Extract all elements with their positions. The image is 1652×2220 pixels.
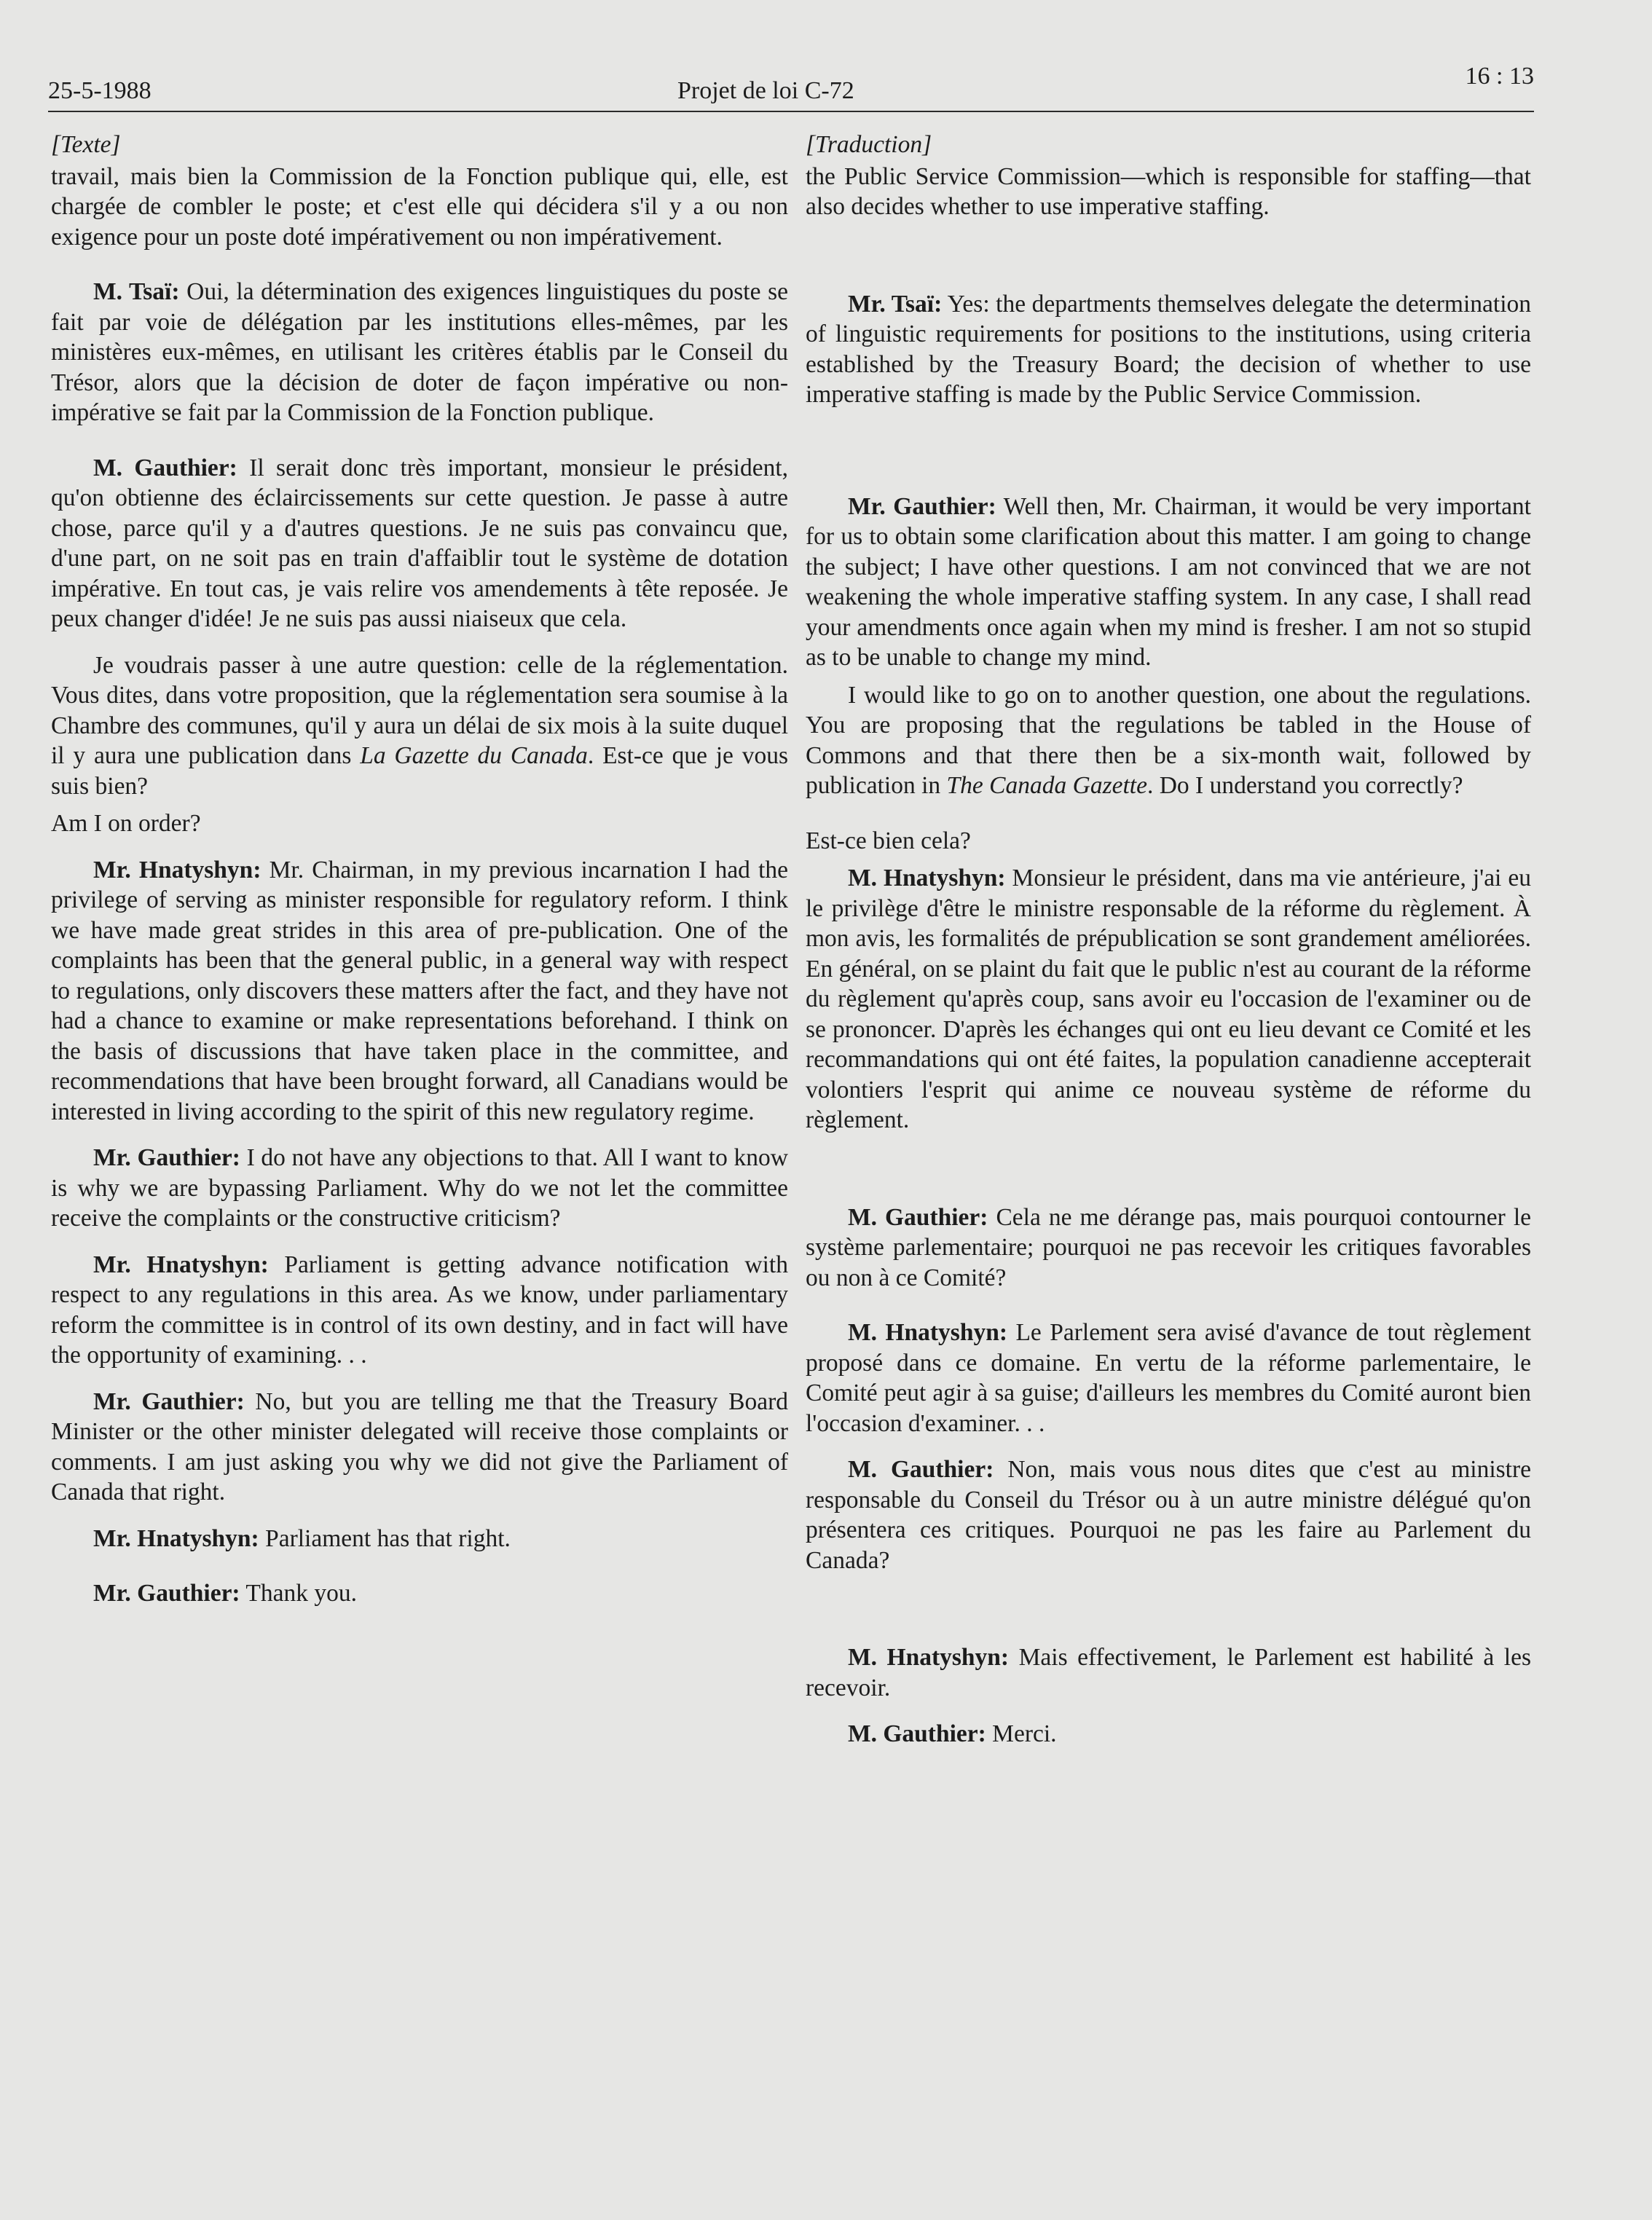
- speech-text: Il serait donc très important, monsieur le président, qu'on obtienne des éclaircissements sur cette question. Je passe à autre chose, parce qu'il y a d'autres questions. Je ne suis pas convaincu que, d'une part, on ne soit pas en train d'affaiblir tout le système de dotation impérative. En tout cas, je vais relire vos amendements à tête reposée. Je peux changer d'idée! Je ne suis pas aussi niaiseux que cela.: [51, 454, 789, 632]
- speaker-name: Mr. Hnatyshyn:: [93, 1524, 259, 1552]
- page-header: [48, 63, 1534, 112]
- speaker-name: M. Gauthier:: [848, 1720, 986, 1747]
- speaker-name: M. Hnatyshyn:: [848, 1319, 1007, 1346]
- speech: [806, 492, 1531, 673]
- speech-text: Merci.: [986, 1720, 1057, 1747]
- header-title: Projet de loi C-72: [677, 77, 854, 104]
- speaker-name: M. Gauthier:: [848, 1203, 988, 1231]
- speaker-name: M. Tsaï:: [93, 278, 180, 305]
- speaker-name: Mr. Tsaï:: [848, 290, 943, 318]
- speech: [806, 1719, 1531, 1749]
- publication-title: La Gazette du Canada: [360, 742, 588, 769]
- speech-text: Non, mais vous nous dites que c'est au ministre responsable du Conseil du Trésor ou à un autre ministre délégué qu'on présentera ces critiques. Pourquoi ne pas les faire au Parlement du Canada?: [806, 1456, 1531, 1574]
- paragraph: the Public Service Commission—which is responsible for staffing—that also decides whether to use imperative staffing.: [806, 162, 1531, 220]
- speech: [51, 453, 788, 634]
- speaker-name: Mr. Gauthier:: [93, 1144, 240, 1171]
- publication-title: The Canada Gazette: [946, 772, 1147, 799]
- speech: [806, 1455, 1531, 1575]
- speech: [806, 1202, 1531, 1294]
- paragraph: Je voudrais passer à une autre question: celle de la réglementation. Vous dites, dans votre proposition, que la réglementation sera soumise à la Chambre des communes, qu'il y aura un délai de six mois à la suite duquel il y aura une publication dans La Gazette du Canada. Est-ce que je vous suis bien?: [51, 651, 788, 800]
- speech: [806, 1642, 1531, 1703]
- speech-text: Mais effectivement, le Parlement est habilité à les recevoir.: [806, 1644, 1531, 1701]
- speaker-name: M. Gauthier:: [93, 454, 237, 481]
- speech-text: Thank you.: [240, 1580, 357, 1607]
- paragraph: travail, mais bien la Commission de la Fonction publique qui, elle, est chargée de combler le poste; et c'est elle qui décidera s'il y a ou non exigence pour un poste doté impérativement ou non impérativement.: [51, 162, 788, 251]
- speech-text: I do not have any objections to that. All I want to know is why we are bypassing Parliament. Why do we not let the committee receive the complaints or the constructive criticism?: [51, 1144, 788, 1232]
- speech: [51, 1250, 788, 1371]
- speech: [51, 1387, 788, 1508]
- header-page-number: 16 : 13: [1465, 63, 1534, 90]
- speech-text: Oui, la détermination des exigences linguistiques du poste se fait par voie de délégation par les institutions elles-mêmes, par les ministères eux-mêmes, en utilisant les critères établis par le Conseil du Trésor, alors que la décision de doter de façon impérative ou non-impérative se fait par la Commission de la Fonction publique.: [51, 278, 788, 426]
- speech-text: Parliament has that right.: [259, 1524, 511, 1552]
- paragraph: I would like to go on to another question, one about the regulations. You are proposing that the regulations be tabled in the House of Commons and that there then be a six-month wait, followed by publication in The Canada Gazette. Do I understand you correctly?: [806, 681, 1531, 799]
- speech-text: Mr. Chairman, in my previous incarnation I had the privilege of serving as minister responsible for regulatory reform. I think we have made great strides in this area of pre-publication. One of the complaints has been that the general public, in a general way with respect to regulations, only discovers these matters after the fact, and they have not had a chance to examine or make representations beforehand. I think on the basis of discussions that have taken place in the committee, and recommendations that have been brought forward, all Canadians would be interested in living according to the spirit of this new regulatory regime.: [51, 856, 788, 1125]
- right-column-english: [806, 130, 1531, 1749]
- speech-text: Cela ne me dérange pas, mais pourquoi contourner le système parlementaire; pourquoi ne pas recevoir les critiques favorables ou non à ce Comité?: [806, 1203, 1532, 1291]
- speech: [51, 1524, 788, 1554]
- speaker-name: Mr. Hnatyshyn:: [93, 856, 261, 883]
- speech-text: Parliament is getting advance notification with respect to any regulations in this area. As we know, under parliamentary reform the committee is in control of its own destiny, and in fact will have the opportunity of examining. . .: [51, 1251, 788, 1369]
- header-date: 25-5-1988: [48, 77, 152, 104]
- speech: [806, 289, 1531, 410]
- left-column-tag: [Texte]: [51, 131, 121, 158]
- speaker-name: M. Hnatyshyn:: [848, 865, 1006, 891]
- speaker-name: Mr. Gauthier:: [848, 492, 996, 520]
- speech-text: No, but you are telling me that the Treasury Board Minister or the other minister delegated will receive those complaints or comments. I am just asking you why we did not give the Parliament of Canada that right.: [51, 1388, 788, 1505]
- speech: [51, 855, 788, 1127]
- left-column-french: [51, 130, 788, 1609]
- speech-text: Yes: the departments themselves delegate the determination of linguistic requirements for positions to the institutions, using criteria established by the Treasury Board; the decision of whether to use imperative staffing is made by the Public Service Commission.: [806, 290, 1531, 408]
- right-column-tag: [Traduction]: [806, 131, 932, 158]
- speaker-name: M. Gauthier:: [848, 1456, 994, 1483]
- speech-text: Le Parlement sera avisé d'avance de tout règlement proposé dans ce domaine. En vertu de la réforme parlementaire, le Comité peut agir à sa guise; d'ailleurs les membres du Comité auront bien l'occasion d'examiner. . .: [806, 1319, 1531, 1437]
- speech: [51, 1143, 788, 1234]
- speaker-name: M. Hnatyshyn:: [848, 1644, 1010, 1671]
- speaker-name: Mr. Hnatyshyn:: [93, 1251, 269, 1278]
- speaker-name: Mr. Gauthier:: [93, 1580, 240, 1607]
- paragraph: Am I on order?: [51, 810, 201, 837]
- speech: [51, 1578, 788, 1609]
- speaker-name: Mr. Gauthier:: [93, 1388, 245, 1415]
- speech-text: Well then, Mr. Chairman, it would be very important for us to obtain some clarification about this matter. I am going to change the subject; I have other questions. I am not convinced that we are not weakening the whole imperative staffing system. In any case, I shall read your amendments once again when my mind is fresher. I am not so stupid as to be unable to change my mind.: [806, 492, 1531, 671]
- speech: [51, 277, 788, 428]
- speech: [806, 1318, 1531, 1438]
- paragraph: Est-ce bien cela?: [806, 827, 971, 854]
- speech: [806, 863, 1531, 1135]
- speech-text: Monsieur le président, dans ma vie antérieure, j'ai eu le privilège d'être le ministre responsable de la réforme du règlement. À mon avis, les formalités de prépublication se sont grandement améliorées. En général, on se plaint du fait que le public n'est au courant de la réforme du règlement qu'après coup, sans avoir eu l'occasion de l'examiner ou de se prononcer. D'après les échanges qui ont eu lieu devant ce Comité et les recommandations qui ont été faites, la population canadienne accepterait volontiers l'esprit qui anime ce nouveau système de réforme du règlement.: [806, 865, 1531, 1133]
